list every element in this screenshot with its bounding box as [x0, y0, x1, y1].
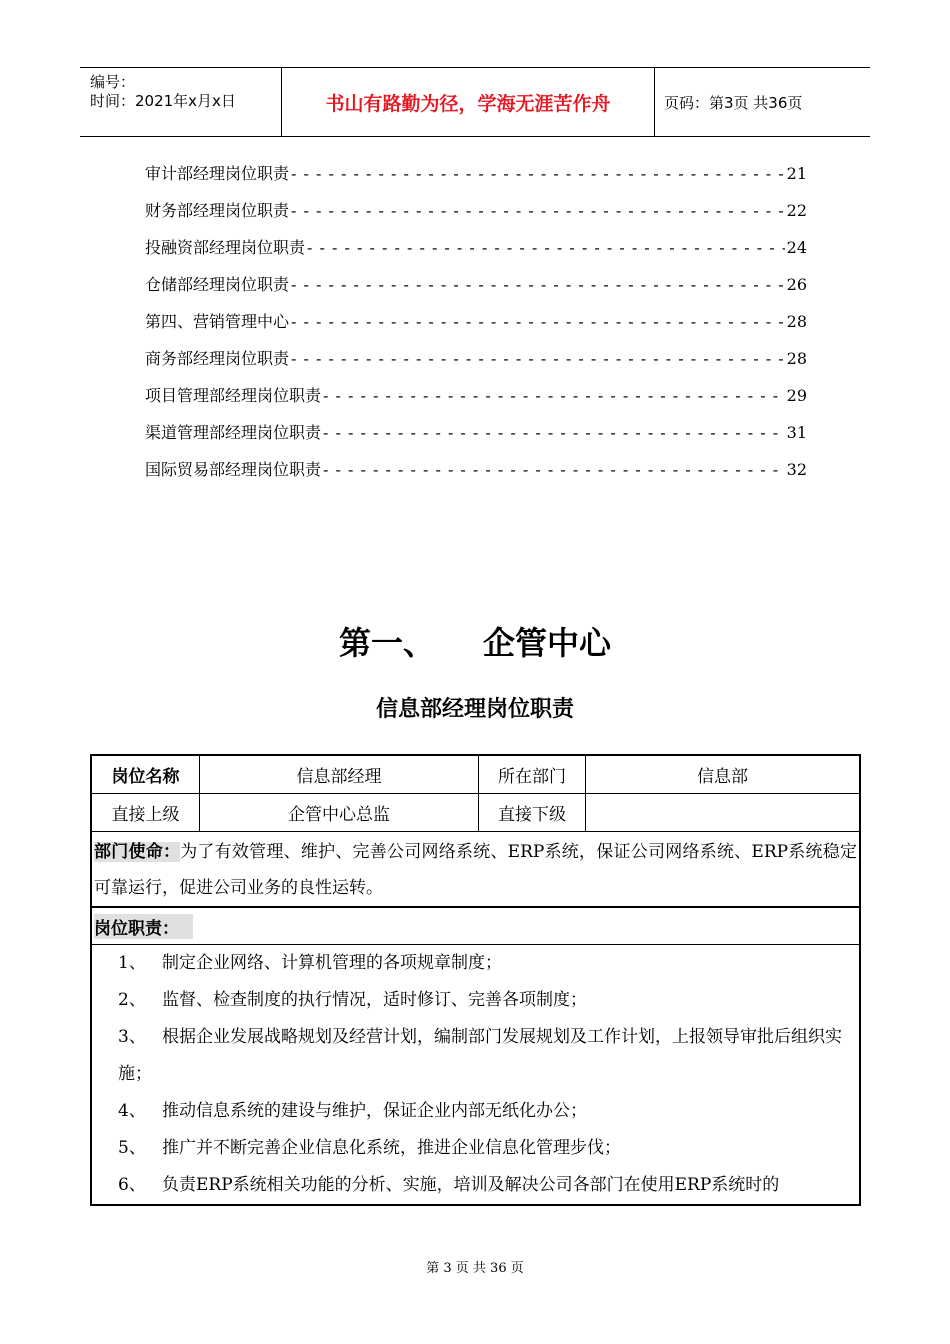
toc-page: 32: [786, 460, 807, 479]
duty-number: 4、: [118, 1101, 146, 1121]
toc-page: 24: [786, 238, 807, 257]
duty-number: 3、: [118, 1027, 146, 1047]
toc-page: 22: [786, 201, 807, 220]
toc-label: 项目管理部经理岗位职责: [145, 386, 322, 405]
page-footer: 第 3 页 共 36 页: [426, 1261, 524, 1276]
header-info: [80, 68, 281, 136]
duty-number: 6、: [118, 1175, 146, 1195]
toc-page: 31: [786, 423, 807, 442]
toc-entry[interactable]: [145, 419, 807, 456]
table-of-contents: [145, 160, 807, 493]
header-page-label: 页码：第3页 共36页: [664, 93, 803, 112]
mission-label: 部门使命：: [94, 842, 181, 862]
toc-leader: [291, 197, 785, 224]
toc-label: 第四、营销管理中心: [145, 312, 290, 331]
number-label: 编号：: [90, 73, 136, 91]
toc-leader: [291, 345, 785, 372]
toc-entry[interactable]: [145, 345, 807, 382]
job-description-table: [90, 754, 861, 1206]
chapter-heading: [0, 618, 950, 664]
superior-value: 企管中心总监: [200, 794, 479, 831]
toc-leader: [291, 160, 785, 187]
position-name-value: 信息部经理: [200, 756, 479, 793]
list-item: [118, 1019, 855, 1093]
table-row: [92, 794, 859, 832]
toc-leader: [291, 271, 785, 298]
department-mission: [92, 832, 859, 908]
subordinate-label: 直接下级: [479, 794, 586, 831]
toc-label: 投融资部经理岗位职责: [145, 238, 306, 257]
duty-text: 监督、检查制度的执行情况，适时修订、完善各项制度；: [162, 990, 587, 1010]
duty-text: 负责ERP系统相关功能的分析、实施，培训及解决公司各部门在使用ERP系统时的: [162, 1175, 780, 1195]
toc-leader: [323, 419, 785, 446]
list-item: [118, 1130, 855, 1167]
duties-header: [92, 908, 859, 945]
section-title: 信息部经理岗位职责: [375, 697, 574, 722]
list-item: [118, 945, 855, 982]
department-label: 所在部门: [479, 756, 586, 793]
toc-page: 28: [786, 349, 807, 368]
toc-page: 26: [786, 275, 807, 294]
toc-entry[interactable]: [145, 382, 807, 419]
duty-text: 推动信息系统的建设与维护，保证企业内部无纸化办公；: [162, 1101, 587, 1121]
duty-number: 1、: [118, 953, 146, 973]
toc-label: 渠道管理部经理岗位职责: [145, 423, 322, 442]
position-name-label: 岗位名称: [92, 756, 200, 793]
duty-text: 制定企业网络、计算机管理的各项规章制度；: [162, 953, 502, 973]
list-item: [118, 1093, 855, 1130]
toc-entry[interactable]: [145, 197, 807, 234]
toc-label: 商务部经理岗位职责: [145, 349, 290, 368]
mission-text: 为了有效管理、维护、完善公司网络系统、ERP系统，保证公司网络系统、ERP系统稳定可靠运行，促进公司业务的良性运转。: [94, 842, 858, 898]
toc-leader: [323, 456, 785, 483]
toc-entry[interactable]: [145, 308, 807, 345]
toc-entry[interactable]: [145, 271, 807, 308]
toc-label: 财务部经理岗位职责: [145, 201, 290, 220]
toc-label: 仓储部经理岗位职责: [145, 275, 290, 294]
table-row: [92, 756, 859, 794]
chapter-title: 企管中心: [483, 624, 612, 662]
toc-leader: [323, 382, 785, 409]
time-label: 时间：2021年x月x日: [90, 92, 236, 110]
toc-page: 21: [786, 164, 807, 183]
duty-number: 5、: [118, 1138, 146, 1158]
duties-list: [92, 945, 859, 1204]
duties-label: 岗位职责：: [94, 914, 193, 939]
page-header: [80, 67, 870, 137]
superior-label: 直接上级: [92, 794, 200, 831]
toc-leader: [291, 308, 785, 335]
toc-page: 29: [786, 386, 807, 405]
header-motto: 书山有路勤为径，学海无涯苦作舟: [281, 68, 655, 136]
list-item: [118, 982, 855, 1019]
duty-text: 推广并不断完善企业信息化系统，推进企业信息化管理步伐；: [162, 1138, 621, 1158]
duty-number: 2、: [118, 990, 146, 1010]
toc-label: 审计部经理岗位职责: [145, 164, 290, 183]
toc-entry[interactable]: [145, 160, 807, 197]
department-value: 信息部: [697, 767, 748, 787]
duty-text: 根据企业发展战略规划及经营计划，编制部门发展规划及工作计划，上报领导审批后组织实施；: [118, 1027, 842, 1084]
toc-page: 28: [786, 312, 807, 331]
toc-entry[interactable]: [145, 456, 807, 493]
toc-label: 国际贸易部经理岗位职责: [145, 460, 322, 479]
toc-leader: [307, 234, 785, 261]
subordinate-value: [586, 794, 859, 831]
list-item: [118, 1167, 855, 1204]
chapter-prefix: 第一、: [338, 624, 435, 662]
toc-entry[interactable]: [145, 234, 807, 271]
